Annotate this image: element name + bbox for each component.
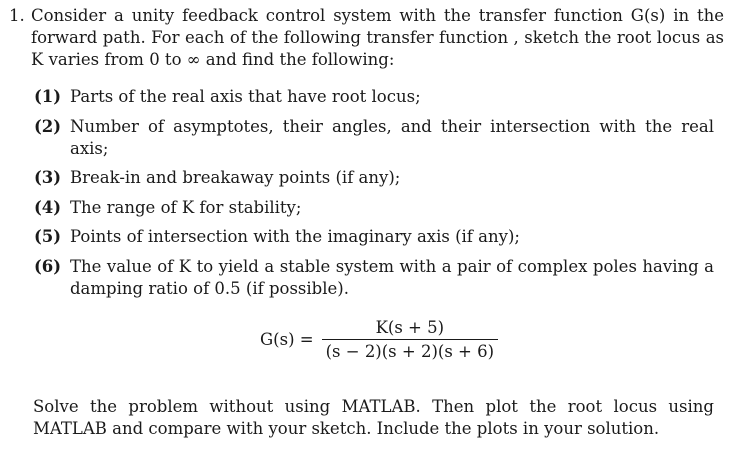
question-text: The value of K to yield a stable system with a pair of complex poles having a damping ratio of 0.5 (if possible).	[70, 256, 714, 298]
equation-numerator: K(s + 5)	[375, 318, 445, 337]
question-label: (5)	[34, 227, 62, 246]
question-item	[34, 256, 714, 300]
question-list	[34, 86, 714, 307]
question-label: (3)	[34, 168, 62, 187]
question-item	[34, 167, 714, 189]
question-text: The range of K for stability;	[70, 197, 302, 217]
question-item	[34, 226, 714, 248]
question-label: (1)	[34, 87, 62, 106]
question-label: (2)	[34, 116, 62, 136]
question-label: (6)	[34, 256, 62, 276]
intro-text: Consider a unity feedback control system with the transfer function G(s) in the forward path. For each of the following transfer function , sketch the root locus as K varies from 0 to ∞ and find the following:	[31, 6, 724, 69]
problem-statement	[9, 5, 724, 71]
problem-number: 1.	[9, 6, 25, 25]
equation-denominator: (s − 2)(s + 2)(s + 6)	[325, 342, 495, 361]
problem-intro	[9, 5, 724, 71]
transfer-function-equation	[260, 318, 498, 361]
closing-instructions: Solve the problem without using MATLAB. Then plot the root locus using MATLAB and compare with your sketch. Include the plots in your solution.	[33, 397, 714, 438]
equation-fraction	[322, 318, 498, 361]
question-text: Number of asymptotes, their angles, and their intersection with the real axis;	[70, 116, 714, 158]
question-item	[34, 86, 714, 108]
question-label: (4)	[34, 197, 62, 217]
question-item	[34, 116, 714, 160]
question-item	[34, 197, 714, 219]
question-text: Points of intersection with the imaginary axis (if any);	[70, 227, 520, 246]
question-text: Break-in and breakaway points (if any);	[70, 168, 401, 187]
question-text: Parts of the real axis that have root locus;	[70, 87, 421, 106]
equation-lhs: G(s) =	[260, 330, 314, 349]
